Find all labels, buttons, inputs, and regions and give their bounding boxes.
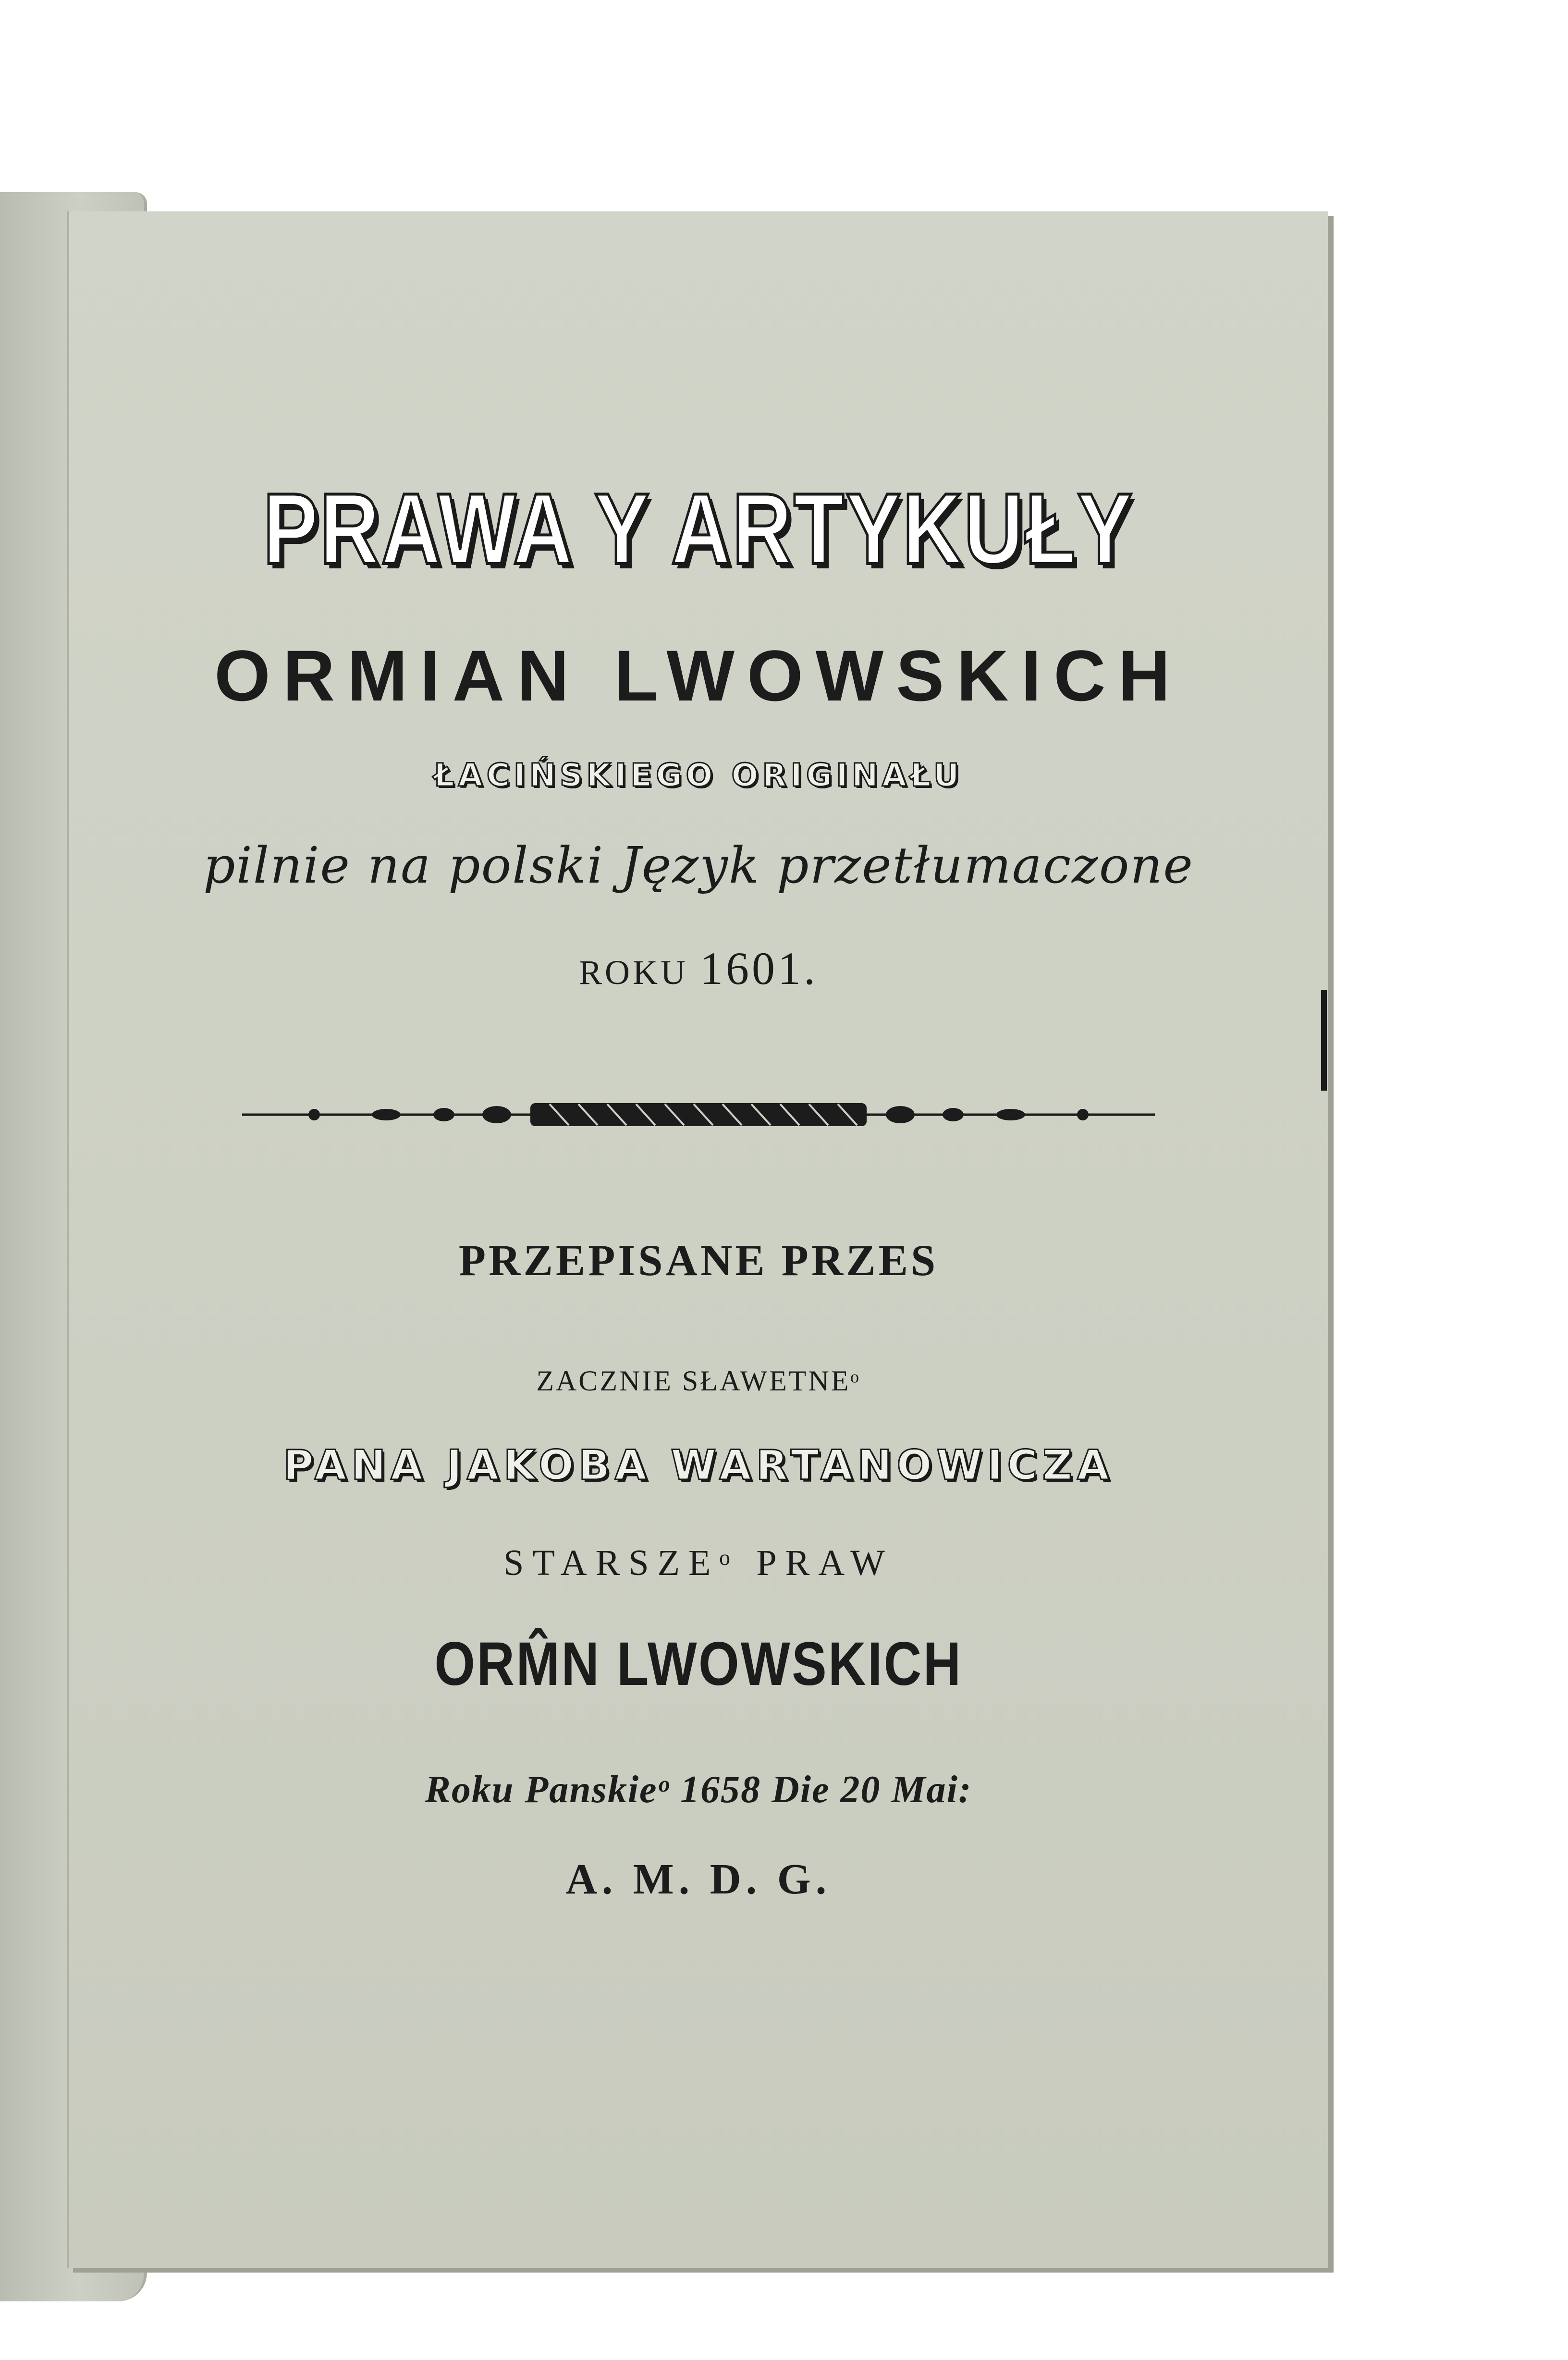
title-line-10: ORM̂N LWOWSKICH: [434, 1630, 963, 1698]
title-page: [67, 211, 1328, 2268]
title-line-5: [69, 942, 1328, 995]
roku-label: ROKU: [578, 953, 688, 992]
title-line-4: pilnie na polski Język przetłumaczone: [203, 836, 1194, 895]
bookmark-edge: [1321, 990, 1327, 1091]
ornamental-divider: [242, 1100, 1155, 1129]
title-line-6: PRZEPISANE PRZES: [458, 1236, 939, 1285]
title-line-9: STARSZEᵒ PRAW: [503, 1543, 894, 1583]
title-line-1: PRAWA Y ARTYKUŁY: [263, 472, 1134, 585]
title-line-2: ORMIAN LWOWSKICH: [214, 635, 1183, 716]
title-line-12: A. M. D. G.: [565, 1856, 832, 1903]
title-line-7: ZACZNIE SŁAWETNEᵒ: [536, 1365, 861, 1397]
year-1601: 1601.: [700, 943, 818, 994]
title-line-3: ŁACIŃSKIEGO ORIGINAŁU: [434, 757, 963, 794]
title-line-8: PANA JAKOBA WARTANOWICZA: [283, 1441, 1114, 1489]
title-line-11: Roku Panskieᵒ 1658 Die 20 Mai:: [425, 1769, 972, 1811]
